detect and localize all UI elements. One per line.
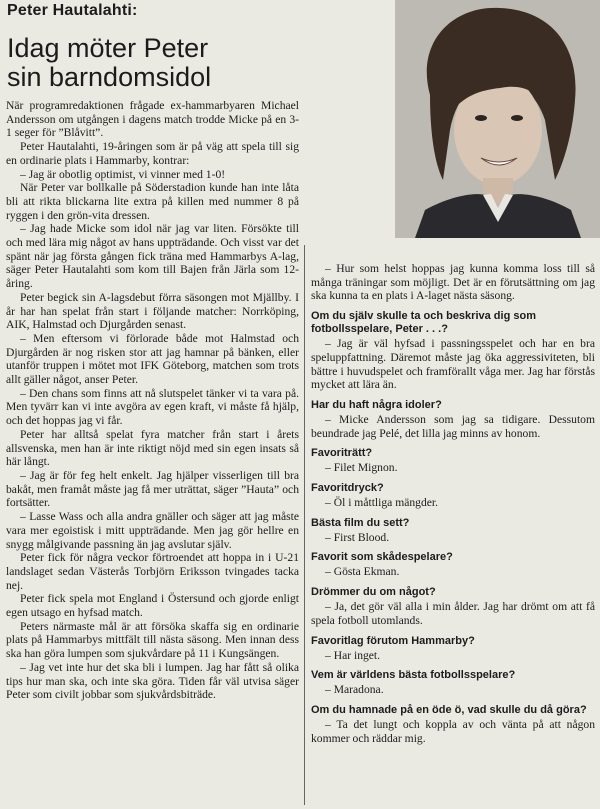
paragraph: – Den chans som finns att nå slutspelet tänker vi ta vara på. Men tyvärr kan vi inte avgöra av egen kraft, vi måste få hjälp, och det hoppas jag vi får.: [6, 386, 299, 428]
article-kicker: Peter Hautalahti:: [7, 2, 138, 19]
interview-answer: – Ta det lungt och koppla av och vänta på att någon kommer och räddar mig.: [311, 717, 595, 745]
article-body-left: [6, 99, 299, 702]
paragraph: Peters närmaste mål är att försöka skaffa sig en ordinarie plats på Hammarbys mittfält till nästa säsong. Men innan dess ska han göra lumpen som sjukvårdare på 11 i Kungsängen.: [6, 619, 299, 661]
paragraph: När programredaktionen frågade ex-hammarbyaren Michael Andersson om utgången i dagens match trodde Micke på en 3-1 seger för ”Blåvitt”.: [6, 99, 299, 140]
interview-question: Om du hamnade på en öde ö, vad skulle du då göra?: [311, 703, 587, 716]
paragraph: – Jag vet inte hur det ska bli i lumpen. Jag har fått så olika tips hur man ska, och inte ska göra. Tiden får väl utvisa säger Peter som civilt jobbar som sjukvårdsbiträde.: [6, 660, 299, 702]
interview-answer: – Filet Mignon.: [325, 461, 398, 475]
interview-answer: – Micke Andersson som jag sa tidigare. Dessutom beundrade jag Pelé, det lilla jag minns av honom.: [311, 412, 595, 440]
paragraph: – Hur som helst hoppas jag kunna komma loss till så många träningar som möjligt. Det är en förutsättning om jag ska kunna ta en plats i A-laget nästa säsong.: [311, 262, 595, 303]
paragraph: Peter fick för några veckor förtroendet att hoppa in i U-21 landslaget sedan Västerås Torbjörn Eriksson tvingades tacka nej.: [6, 551, 299, 592]
paragraph: – Men eftersom vi förlorade både mot Halmstad och Djurgården är nog risken stor att jag hamnar på bänken, eller utanför truppen i mötet mot IFK Göteborg, matchen som trots allt gäller något, anser Peter.: [6, 331, 299, 387]
paragraph: – Jag är obotlig optimist, vi vinner med 1-0!: [20, 167, 226, 181]
paragraph: – Jag hade Micke som idol när jag var liten. Försökte till och med lära mig något av hans uppträdande. Och visst var det spänt när jag första gången fick träna med Hammarbys A-lag, säger Peter Hautalahti som kom till Bajen från Järla som 12-åring.: [6, 222, 299, 291]
interview-question: Favoritlag förutom Hammarby?: [311, 634, 475, 647]
interview-question: Favoritdryck?: [311, 482, 384, 495]
headline-line-2: sin barndomsidol: [7, 62, 212, 92]
interview-question: Favorit som skådespelare?: [311, 551, 453, 564]
column-divider: [304, 245, 305, 805]
paragraph: När Peter var bollkalle på Söderstadion kunde han inte låta bli att rikta blickarna lite extra på killen med nummer 8 på ryggen i den grön-vita dressen.: [6, 181, 299, 222]
interview-question: Vem är världens bästa fotbollsspelare?: [311, 669, 516, 682]
interview-answer: – Maradona.: [325, 683, 384, 697]
paragraph: – Lasse Wass och alla andra gnäller och säger att jag måste vara mer egoistisk i mitt uppträdande. Men jag gör hellre en snygg målgivande passning än jag avslutar själv.: [6, 510, 299, 551]
portrait-illustration: [395, 0, 600, 238]
interview-answer: – First Blood.: [325, 530, 390, 544]
paragraph: Peter begick sin A-lagsdebut förra säsongen mot Mjällby. I år har han spelat från start i följande matcher: Norrköping, AIK, Halmstad och Djurgården senast.: [6, 290, 299, 332]
article-headline: [7, 34, 307, 92]
interview-question: Drömmer du om något?: [311, 586, 436, 599]
interview-answer: – Gösta Ekman.: [325, 565, 400, 579]
paragraph: Peter Hautalahti, 19-åringen som är på väg att spela till sig en ordinarie plats i Hammarby, kontrar:: [6, 140, 299, 167]
interview-column: [311, 262, 595, 745]
paragraph: Peter fick spela mot England i Östersund och gjorde enligt egen utsago en hyfsad match.: [6, 592, 299, 620]
portrait-photo: [395, 0, 600, 238]
interview-answer: – Har inget.: [325, 648, 381, 662]
interview-question: Bästa film du sett?: [311, 516, 410, 529]
interview-answer: – Öl i måttliga mängder.: [325, 496, 439, 510]
paragraph: Peter har alltså spelat fyra matcher från start i årets allsvenska, men han är inte riktigt nöjd med sin egen insats så här långt.: [6, 427, 299, 469]
paragraph: – Jag är för feg helt enkelt. Jag hjälper visserligen till bra bakåt, men framåt måste jag få mer uträttat, säger ”Hauta” och fortsätter.: [6, 468, 299, 510]
interview-question: Om du själv skulle ta och beskriva dig som fotbollsspelare, Peter . . .?: [311, 310, 536, 336]
interview-question: Favoriträtt?: [311, 447, 373, 460]
interview-question: Har du haft några idoler?: [311, 398, 442, 411]
headline-line-1: Idag möter Peter: [7, 33, 209, 63]
interview-answer: – Jag är väl hyfsad i passningsspelet och har en bra speluppfattning. Däremot måste jag öka aggressiviteten, bli bättre i huvudspelet och framförallt våga mer. Jag har förstås mycket att lära än.: [311, 337, 595, 392]
interview-answer: – Ja, det gör väl alla i min ålder. Jag har drömt om att få spela fotboll utomlands.: [311, 600, 595, 627]
